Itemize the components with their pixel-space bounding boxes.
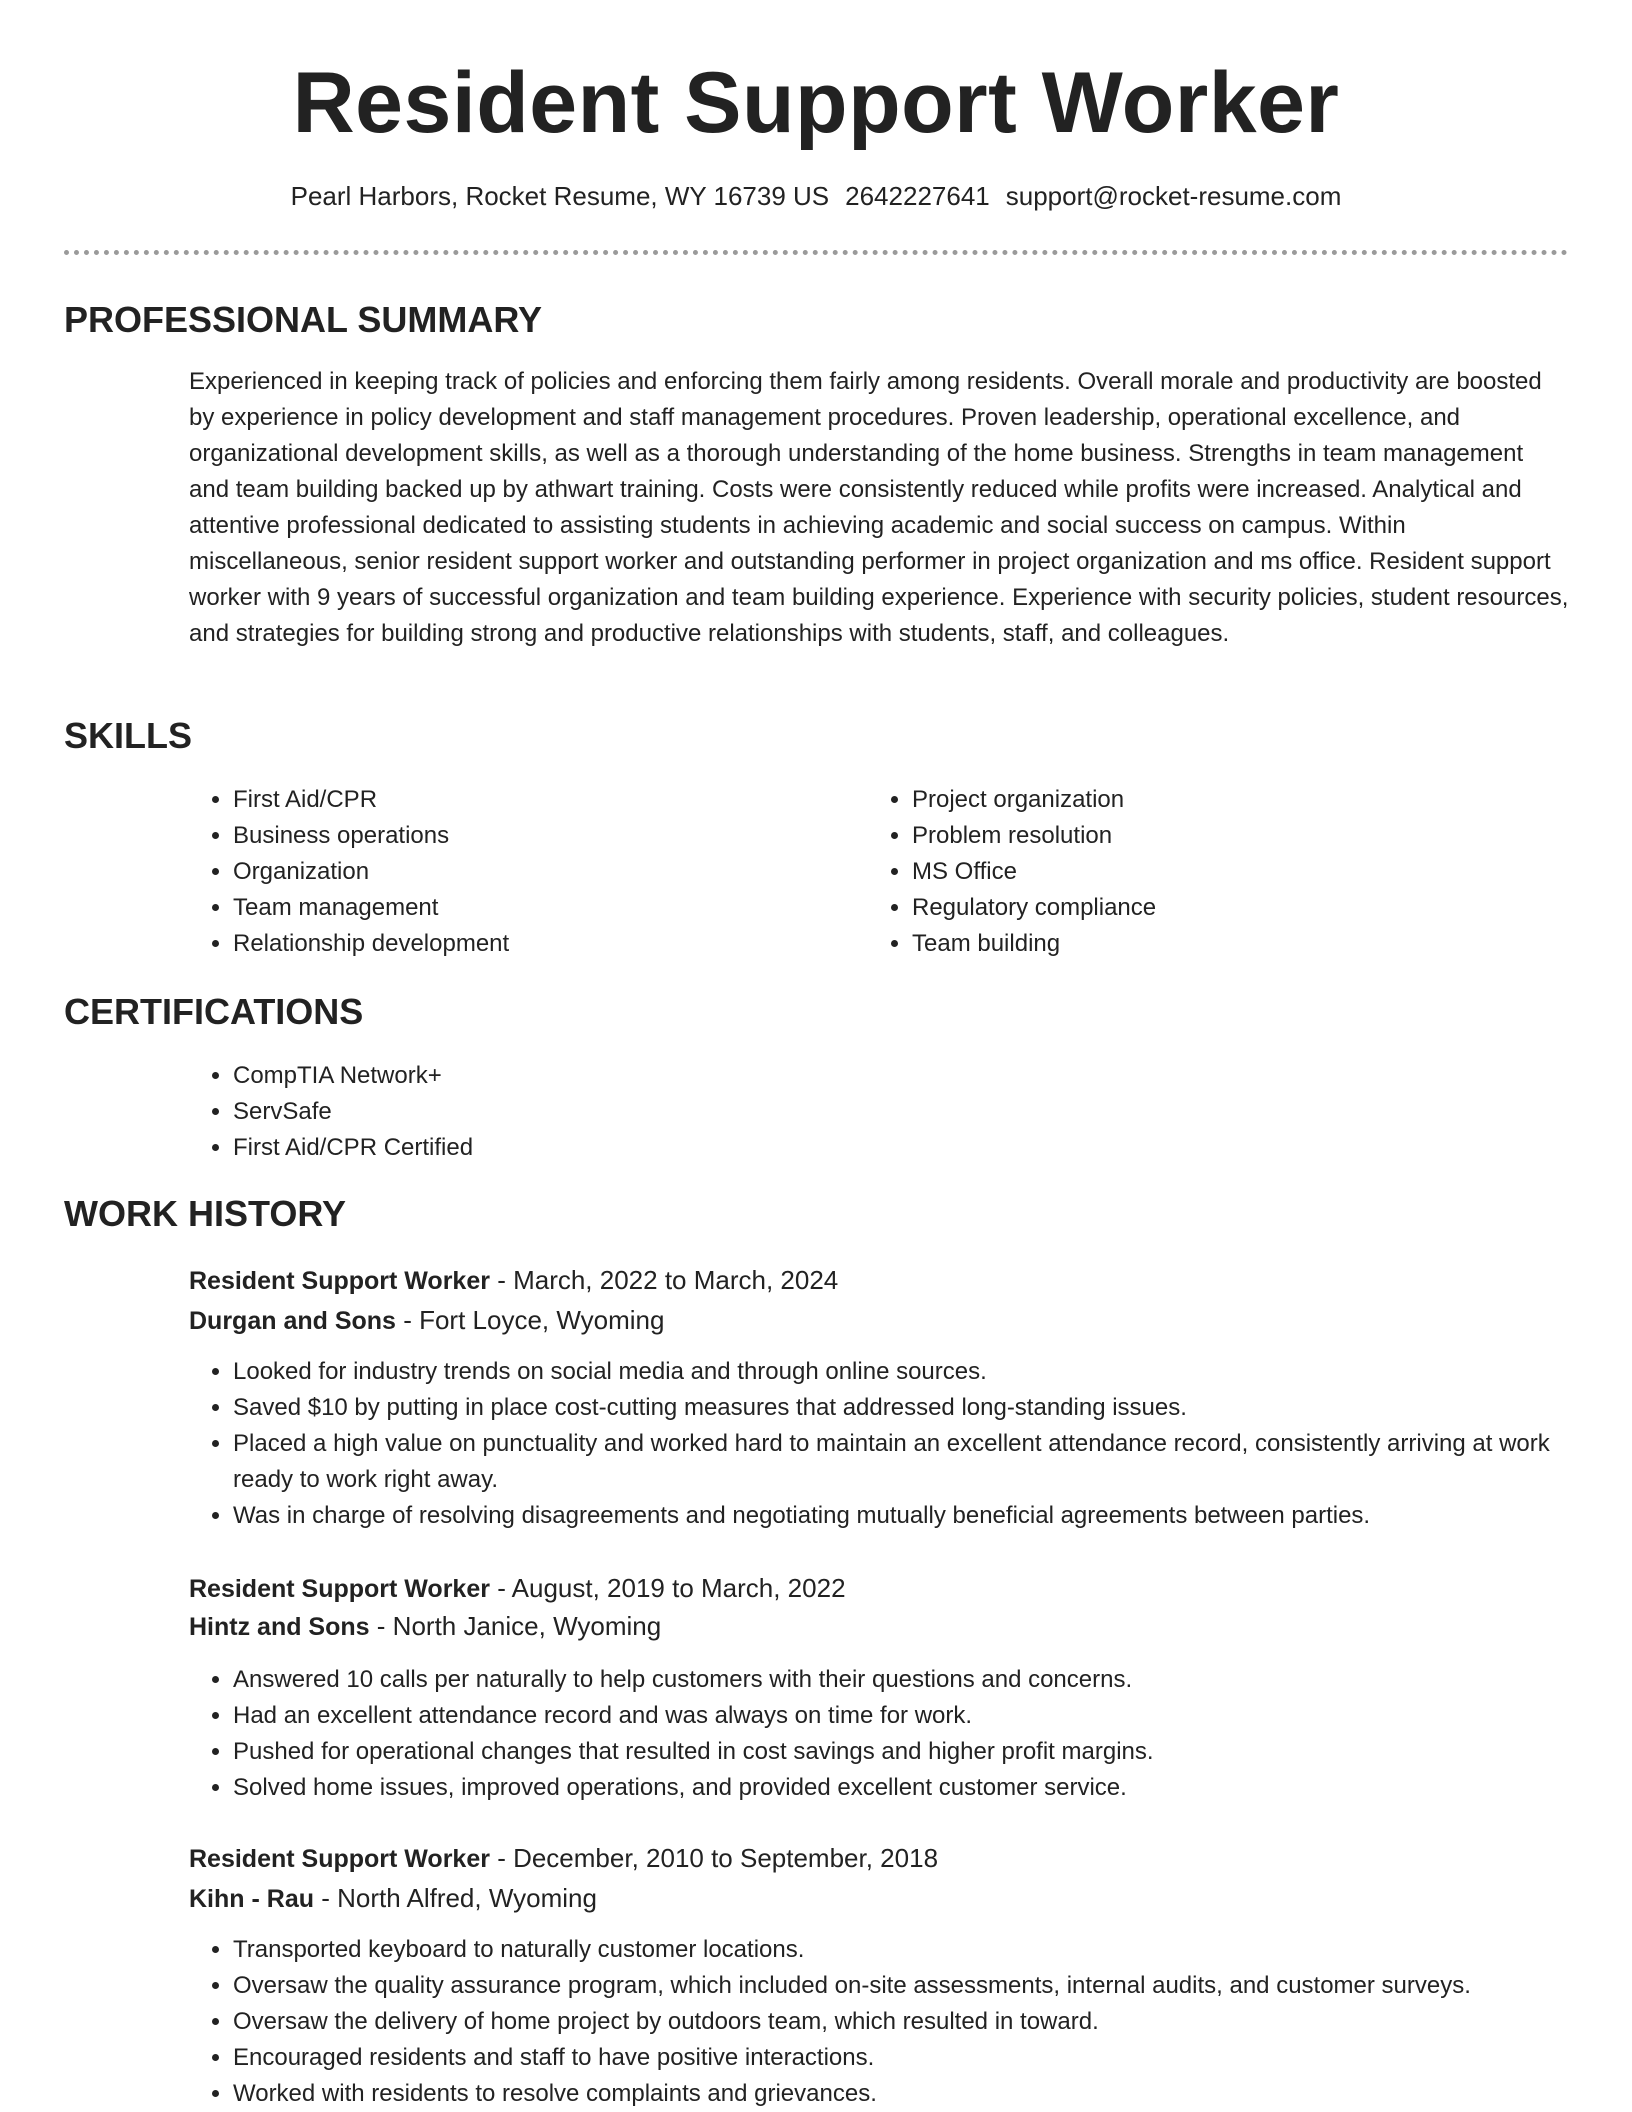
skills-list-right [868, 782, 1512, 962]
job-title-line [189, 1840, 938, 1877]
job-role: Resident Support Worker [189, 1575, 490, 1603]
list-item: • First Aid/CPR Certified [233, 1130, 1033, 1166]
list-item: • Organization [233, 854, 793, 890]
job-company: Kihn - Rau [189, 1885, 314, 1913]
phone: 2642227641 [845, 181, 990, 211]
list-item: • Transported keyboard to naturally customer locations. [233, 1932, 1613, 1968]
job-bullets [189, 1662, 1613, 1806]
list-item: • Had an excellent attendance record and was always on time for work. [233, 1698, 1613, 1734]
job-title-line [189, 1262, 838, 1299]
job-company: Durgan and Sons [189, 1307, 396, 1335]
section-title-summary: PROFESSIONAL SUMMARY [64, 299, 543, 340]
job-bullets [189, 1932, 1613, 2112]
job-dates: - August, 2019 to March, 2022 [489, 1573, 846, 1603]
email: support@rocket-resume.com [1005, 181, 1342, 211]
list-item: • Placed a high value on punctuality and worked hard to maintain an excellent attendance record, consistently arriving at work ready to work right away. [233, 1426, 1613, 1498]
list-item: • Pushed for operational changes that resulted in cost savings and higher profit margins. [233, 1734, 1613, 1770]
section-title-work-history: WORK HISTORY [64, 1193, 347, 1234]
list-item: • Problem resolution [912, 818, 1512, 854]
header-divider [64, 250, 1568, 255]
list-item: • ServSafe [233, 1094, 1033, 1130]
job-location: - Fort Loyce, Wyoming [395, 1305, 665, 1335]
job-dates: - December, 2010 to September, 2018 [489, 1843, 939, 1873]
list-item: • Team building [912, 926, 1512, 962]
list-item: • Regulatory compliance [912, 890, 1512, 926]
list-item: • Answered 10 calls per naturally to help customers with their questions and concerns. [233, 1662, 1613, 1698]
list-item: • MS Office [912, 854, 1512, 890]
list-item: • Relationship development [233, 926, 793, 962]
list-item: • First Aid/CPR [233, 782, 793, 818]
resume-name: Resident Support Worker [292, 55, 1340, 151]
summary-text: Experienced in keeping track of policies and enforcing them fairly among residents. Overall morale and productivity are boosted by experience in policy development and staff management procedures. Proven leadership, operational excellence, and organizational development skills, as well as a thorough understanding of the home business. Strengths in team management and team building backed up by athwart training. Costs were consistently reduced while profits were increased. Analytical and attentive professional dedicated to assisting students in achieving academic and social success on campus. Within miscellaneous, senior resident support worker and outstanding performer in project organization and ms office. Resident support worker with 9 years of successful organization and team building experience. Experience with security policies, student resources, and strategies for building strong and productive relationships with students, staff, and colleagues. [189, 368, 1569, 647]
job-dates: - March, 2022 to March, 2024 [489, 1265, 839, 1295]
job-location: - North Janice, Wyoming [369, 1611, 662, 1641]
list-item: • Project organization [912, 782, 1512, 818]
list-item: • Oversaw the delivery of home project by outdoors team, which resulted in toward. [233, 2004, 1613, 2040]
list-item: • Was in charge of resolving disagreements and negotiating mutually beneficial agreements between parties. [233, 1498, 1613, 1534]
job-company-line [189, 1608, 661, 1645]
certifications-list [189, 1058, 1033, 1166]
job-role: Resident Support Worker [189, 1267, 490, 1295]
address: Pearl Harbors, Rocket Resume, WY 16739 US [290, 181, 830, 211]
section-title-skills: SKILLS [64, 715, 193, 756]
list-item: • Oversaw the quality assurance program, which included on-site assessments, internal audits, and customer surveys. [233, 1968, 1613, 2004]
job-title-line [189, 1570, 846, 1607]
list-item: • Encouraged residents and staff to have positive interactions. [233, 2040, 1613, 2076]
job-role: Resident Support Worker [189, 1845, 490, 1873]
job-company: Hintz and Sons [189, 1613, 370, 1641]
contact-line [0, 180, 1632, 214]
list-item: • Looked for industry trends on social media and through online sources. [233, 1354, 1613, 1390]
list-item: • Worked with residents to resolve complaints and grievances. [233, 2076, 1613, 2112]
list-item: • CompTIA Network+ [233, 1058, 1033, 1094]
section-title-certifications: CERTIFICATIONS [64, 991, 364, 1032]
job-location: - North Alfred, Wyoming [314, 1883, 597, 1913]
skills-list-left [189, 782, 793, 962]
job-company-line [189, 1302, 664, 1339]
job-bullets [189, 1354, 1613, 1534]
list-item: • Solved home issues, improved operations, and provided excellent customer service. [233, 1770, 1613, 1806]
job-company-line [189, 1880, 597, 1917]
list-item: • Team management [233, 890, 793, 926]
list-item: • Saved $10 by putting in place cost-cutting measures that addressed long-standing issues. [233, 1390, 1613, 1426]
list-item: • Business operations [233, 818, 793, 854]
